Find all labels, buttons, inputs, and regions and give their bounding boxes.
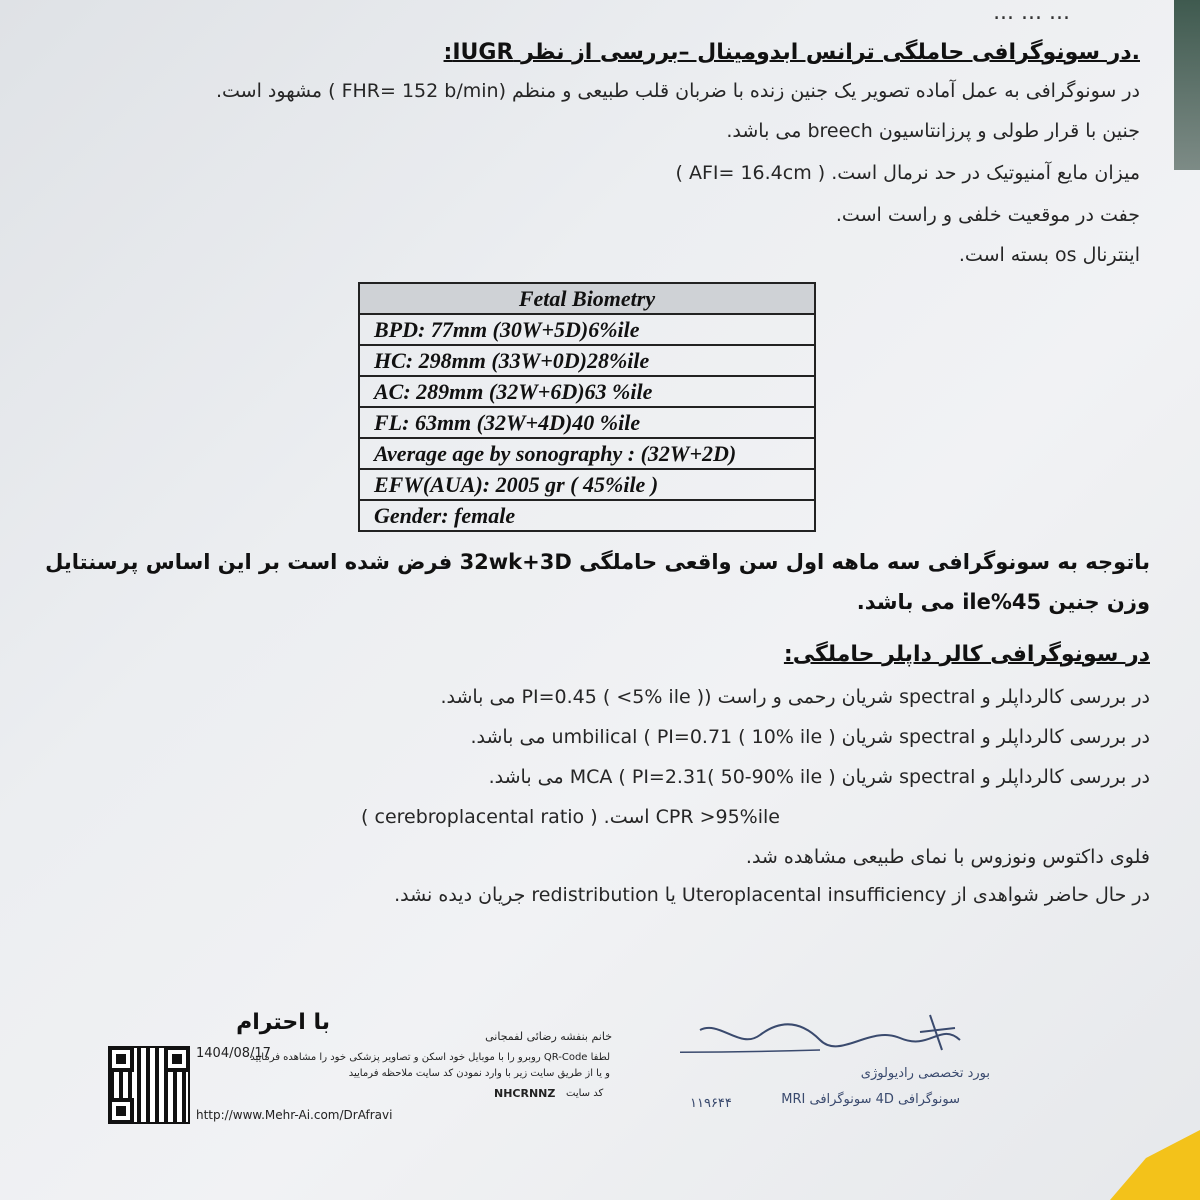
top-cut-text: ... ... ... bbox=[993, 0, 1070, 25]
highlighter-corner bbox=[1110, 1130, 1200, 1200]
stamp-specialty: بورد تخصصی رادیولوژی bbox=[860, 1066, 990, 1081]
finding-presentation: جنین با قرار طولی و پرزانتاسیون breech می باشد. bbox=[726, 120, 1140, 142]
table-row-efw: EFW(AUA): 2005 gr ( 45%ile ) bbox=[359, 469, 815, 500]
table-row-fl: FL: 63mm (32W+4D)40 %ile bbox=[359, 407, 815, 438]
table-row-hc: HC: 298mm (33W+0D)28%ile bbox=[359, 345, 815, 376]
stamp-services: سونوگرافی 4D سونوگرافی MRI bbox=[781, 1092, 960, 1107]
qr-instruction-1: لطفا QR-Code روبرو را با موبایل خود اسکن و تصاویر پزشکی خود را مشاهده فرمایید bbox=[250, 1052, 610, 1063]
table-row-gender: Gender: female bbox=[359, 500, 815, 531]
fetal-biometry-table bbox=[358, 282, 816, 532]
table-row-bpd: BPD: 77mm (30W+5D)6%ile bbox=[359, 314, 815, 345]
operator-name: خانم بنفشه رضائی لفمجانی bbox=[485, 1030, 612, 1043]
conclusion-line-1: باتوجه به سونوگرافی سه ماهه اول سن واقعی حاملگی 32wk+3D فرض شده است بر این اساس پرسنتایل bbox=[45, 550, 1150, 574]
website-link[interactable]: http://www.Mehr-Ai.com/DrAfravi bbox=[196, 1108, 393, 1122]
finding-placenta: جفت در موقعیت خلفی و راست است. bbox=[835, 204, 1140, 226]
doppler-uterine-artery: در بررسی کالرداپلر و spectral شریان رحمی و راست (PI=0.45 ( <5% ile ) می باشد. bbox=[440, 686, 1150, 708]
doppler-mca: در بررسی کالرداپلر و spectral شریان MCA ( PI=2.31( 50-90% ile ) می باشد. bbox=[488, 766, 1150, 788]
qr-finder-bottom-left bbox=[108, 1098, 134, 1124]
doppler-ductus-venosus: فلوی داکتوس ونوزوس با نمای طبیعی مشاهده شد. bbox=[745, 846, 1150, 868]
doppler-insufficiency: در حال حاضر شواهدی از Uteroplacental insufficiency یا redistribution جریان دیده نشد. bbox=[394, 884, 1150, 906]
site-code-label: کد سایت bbox=[566, 1088, 604, 1099]
qr-finder-top-left bbox=[108, 1046, 134, 1072]
doppler-umbilical-artery: در بررسی کالرداپلر و spectral شریان umbilical ( PI=0.71 ( 10% ile ) می باشد. bbox=[470, 726, 1150, 748]
stamp-number: ۱۱۹۶۴۴ bbox=[690, 1096, 732, 1111]
report-title: .در سونوگرافی حاملگی ترانس ابدومینال –بررسی از نظر IUGR: bbox=[443, 40, 1140, 65]
finding-internal-os: اینترنال os بسته است. bbox=[958, 244, 1140, 266]
conclusion-line-2: وزن جنین 45%ile می باشد. bbox=[856, 590, 1150, 614]
qr-code[interactable] bbox=[108, 1046, 190, 1124]
doppler-title: در سونوگرافی کالر داپلر حاملگی: bbox=[783, 642, 1150, 667]
report-date: 1404/08/17 bbox=[196, 1046, 271, 1061]
doppler-cpr: CPR >95%ile است. ( cerebroplacental ratio ) bbox=[361, 806, 780, 828]
closing-regards: با احترام bbox=[236, 1010, 330, 1035]
finding-amniotic-fluid: میزان مایع آمنیوتیک در حد نرمال است. ( AFI= 16.4cm ) bbox=[675, 162, 1140, 184]
table-row-ac: AC: 289mm (32W+6D)63 %ile bbox=[359, 376, 815, 407]
table-row-average-age: Average age by sonography : (32W+2D) bbox=[359, 438, 815, 469]
background-edge bbox=[1174, 0, 1200, 170]
qr-instruction-2: و یا از طریق سایت زیر با وارد نمودن کد سایت ملاحظه فرمایید bbox=[348, 1068, 610, 1079]
qr-finder-top-right bbox=[164, 1046, 190, 1072]
finding-fetal-heart: در سونوگرافی به عمل آماده تصویر یک جنین زنده با ضربان قلب طبیعی و منظم (FHR= 152 b/min ) مشهود است. bbox=[215, 80, 1140, 102]
table-header: Fetal Biometry bbox=[359, 283, 815, 314]
site-code: NHCRNNZ bbox=[494, 1087, 556, 1100]
